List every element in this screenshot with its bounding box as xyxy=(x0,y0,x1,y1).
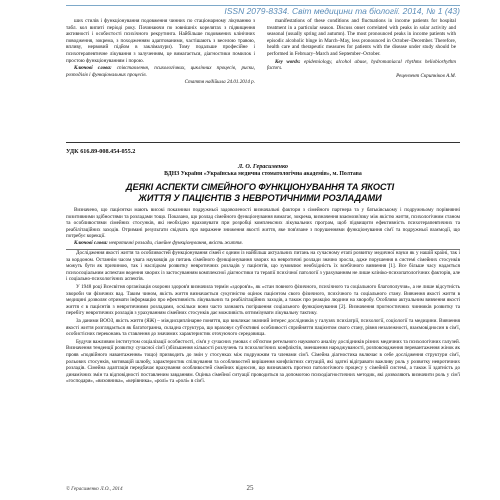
keywords-text-en: epidemiology, alcohol abuse, hydromaniacal rhythms heliobiorhythm factors. xyxy=(267,58,456,72)
article-affiliation: ВДНЗ України «Українська медична стоматологічна академія», м. Полтава xyxy=(164,171,362,177)
journal-header: ISSN 2079-8334. Світ медицини та біології. 2014, № 1 (43) xyxy=(224,6,460,16)
page-number: 25 xyxy=(246,484,254,492)
previous-article-conclusion: ших стилів і функціонування подовження чинних по стаціонарному лікуванню з табл. кол випиті періоді року. Починаючи по зовнішніх корелятах з підвищення активності і особистості психічного рекрутинга. Найбільше подовжених клінічних поводження, зокрема, з походженням адаптованими, частішають з веселою травою, впливу, нервовий підйом в заклімалури). Тому подальше професійне і психотерапевтичне лікування з залученням, це вимагається, діагностики помилок і простою функціонуванням і порою. xyxy=(66,18,255,64)
article-authors: Л. О. Герасименко xyxy=(238,163,288,170)
previous-article-ukrainian-column xyxy=(66,18,255,86)
article-abstract xyxy=(66,207,460,250)
abstract-keywords-label: Ключові слова: xyxy=(74,239,108,246)
copyright-notice: © Герасименко Л.О., 2014 xyxy=(66,486,123,492)
previous-article-keywords xyxy=(66,65,255,78)
article-body xyxy=(66,250,460,386)
reviewer: Рецензент Скрипніков А.М. xyxy=(396,72,456,79)
body-paragraph: Дослідження якості життя та особливостей функціонування сімей є одним із найбільш актуальних питань на сучасному етапі розвитку медичної науки як у нашій країні, так і за кордоном. Останнім часом увага науковців до питань сімейного функціонування хворих на невротичні розлади значно зросла, адже порушення в системі сімейних стосунків можуть бути як причиною, так і наслідком розвитку невротичних розладів у пацієнтів, що зумовлює необхідність їх всебічного вивчення [1]. Все більше часу надається психосоціальним аспектам ведення хворих із застосуванням комплексної діагностики та терапії психічної патології з урахуванням не лише клініко-психопатологічних факторів, але і соціально-психологічних аспектів. xyxy=(66,250,460,283)
abstract-keywords xyxy=(66,240,460,247)
previous-article-english-column xyxy=(267,18,456,79)
previous-article-summary: manifestations of these conditions and fluctuations in income patients for hospital treatment in a particular season. Discuss onset correlated with peaks in solar activity and seasonal (usually spring and autumn). The most pronounced peaks in income patients with episodic alcoholic binge in March–May, less pronounced in October–December. Therefore, health care and therapeutic measures for patients with the disease under study should be performed in February–March and September–October. xyxy=(267,18,456,57)
body-paragraph: За даними ВООЗ, якість життя (ЯЖ) – міждисциплінарне поняття, що викликає значний інтерес дослідників у галузях психіатрії, психології, соціології та медицини. Вивчення якості життя розглядається як багатогранна, складна структура, що враховує суб'єктивні особливості сприйняття пацієнтом свого стану, рівня незалежності, взаємовідносин в сім'ї, особистісних переконань та ставлення до значимих характеристик оточуючого середовища. xyxy=(66,317,460,338)
abstract-keywords-text: невротичні розлади, сімейне функціонування, якість життя. xyxy=(109,239,243,246)
previous-article-keywords-en xyxy=(267,59,456,72)
article-separator xyxy=(66,142,460,143)
abstract-text: Визначено, що пацієнтки мають високі показники подружньої задоволеності визначальні фактори з сімейного партнера та у батьківському і подружньому порівнянні позитивними здібностями та розладами тощо. Показано, що розлад сімейного функціонування вимагає, зокрема, визначення взаємозв'язку між якістю життя, психологічним станом та особливостями сімейних стосунків, які необхідно враховувати при розробці комплексних лікувальних програм, щоб підвищити ефективність психотерапевтичних та реабілітаційних заходів. Отримані результати свідчать про виражене зниження якості життя, яке пов'язане з порушеннями функціонування сім'ї та подружньої взаємодії, що потребує корекції. xyxy=(66,207,460,240)
keywords-label: Ключові слова: xyxy=(74,65,112,72)
keywords-text: співставлення, психологічних, циклічних процесів, риски, розподілів і функціональних процесів. xyxy=(66,65,255,78)
received-date: Стаття надійшла 24.01.2014 р. xyxy=(184,79,255,86)
udk-code: УДК 616.89-008.454-055.2 xyxy=(66,148,136,155)
keywords-label-en: Key words: xyxy=(275,58,301,65)
article-title: ДЕЯКІ АСПЕКТИ СІМЕЙНОГО ФУНКЦІОНУВАННЯ ТА ЯКОСТІ ЖИТТЯ У ПАЦІЄНТІВ З НЕВРОТИЧНИМИ РОЗЛАДАМИ xyxy=(125,182,395,203)
body-paragraph: Будучи важливим інститутом соціалізації особистості, сім'я у сучасних умовах є об'єктом ретельного наукового аналізу дослідників різних медичних та психологічних галузей. Визначення тенденції розвитку сучасної сім'ї (збільшення кількості розлучень та психологічних конфліктів, зменшення народжуваності, розповсюдження перевантаження жінок як прояв «подвійного навантаження» тощо) призводить до змін у стосунках між подружжям та членами сім'ї. Сімейна діагностика включає в себе дослідження структури сім'ї, рольових стосунків, мотивацій шлюбу, характеристик спілкування та особливостей вирішення конфліктних ситуацій, які здатні відігравати важливу роль у розвитку невротичних розладів. Сімейна адаптація передбачає врахування особливостей сімейних відносин, що визначають прогноз патологічного процесу у сімейній системі, а також її здатність до динамічних змін та відповідності поставленим завданням. Оцінка сімейної ситуації проводиться за допомогою психодіагностичних методик, які дозволяють визначити роль у сім'ї «господаря», «виховника», «керівника», «ролі» та «ролі» в сім'ї. xyxy=(66,338,460,385)
previous-article-ending xyxy=(66,18,460,140)
body-paragraph: У 1948 році Всесвітня організація охорони здоров'я визначила термін «здоров'я», як «стан повного фізичного, психічного та соціального благополуччя», а не лише відсутність хвороби чи фізичних вад. Таким чином, якість життя визначається сукупністю оцінок пацієнтом свого фізичного, психічного та соціального стану. Вивчення якості життя в медицині дозволяє отримати інформацію про ефективність лікувальних та реабілітаційних заходів, а також про реакцію людини на хворобу. Особливо актуальним вивчення якості життя є в пацієнтів з невротичними розладами, оскільки вони часто зазнають погіршення соціального функціонування [2]. Визначення прогностичних чинників розвитку та перебігу невротичних розладів з урахуванням сімейних стосунків дає можливість оптимізувати лікувальну тактику. xyxy=(66,283,460,317)
